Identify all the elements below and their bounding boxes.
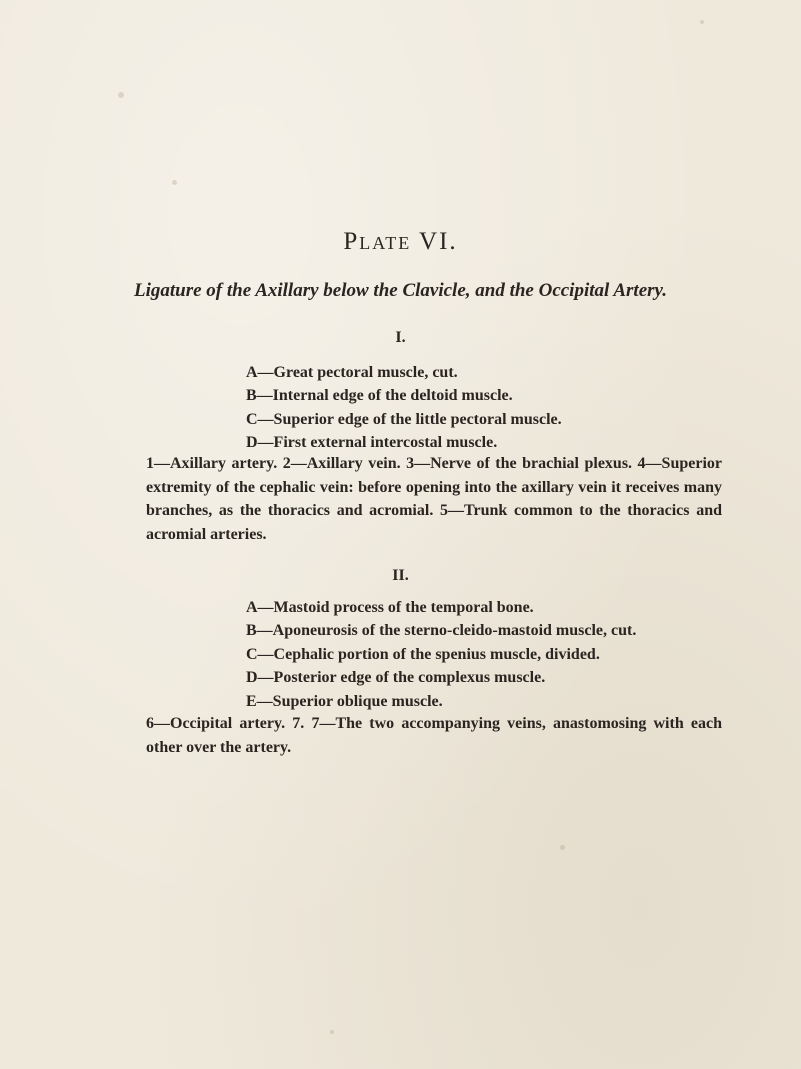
foxing-spot — [172, 180, 177, 185]
plate-subtitle: Ligature of the Axillary below the Clavicle, and the Occipital Artery. — [133, 280, 667, 301]
vessel-description-1: 1—Axillary artery. 2—Axillary vein. 3—Nerve of the brachial plexus. 4—Superior extremity of the cephalic vein: before opening into the axillary vein it receives many branches, as the thoracics and acromial. 5—Trunk common to the thoracics and acromial arteries. — [146, 455, 722, 543]
section-heading-1: I. — [395, 329, 406, 346]
legend-item: B—Aponeurosis of the sterno-cleido-mastoid muscle, cut. — [246, 622, 637, 640]
foxing-spot — [118, 92, 124, 98]
legend-item: D—Posterior edge of the complexus muscle. — [246, 669, 546, 687]
foxing-spot — [700, 20, 704, 24]
legend-item: C—Superior edge of the little pectoral muscle. — [246, 410, 562, 428]
legend-item: E—Superior oblique muscle. — [246, 692, 443, 710]
legend-item: A—Mastoid process of the temporal bone. — [246, 599, 534, 616]
section-heading-2: II. — [392, 567, 409, 584]
plate-title: Plate VI. — [343, 228, 458, 255]
legend-item: D—First external intercostal muscle. — [246, 434, 498, 452]
legend-list-2 — [246, 596, 636, 713]
legend-list-1 — [246, 361, 562, 455]
foxing-spot — [330, 1030, 334, 1034]
legend-item: C—Cephalic portion of the spenius muscle, divided. — [246, 645, 600, 663]
vessel-description-2: 6—Occipital artery. 7. 7—The two accompanying veins, anastomosing with each other over the artery. — [146, 715, 722, 756]
legend-item: B—Internal edge of the deltoid muscle. — [246, 387, 513, 405]
foxing-spot — [560, 845, 565, 850]
legend-item: A—Great pectoral muscle, cut. — [246, 364, 458, 381]
